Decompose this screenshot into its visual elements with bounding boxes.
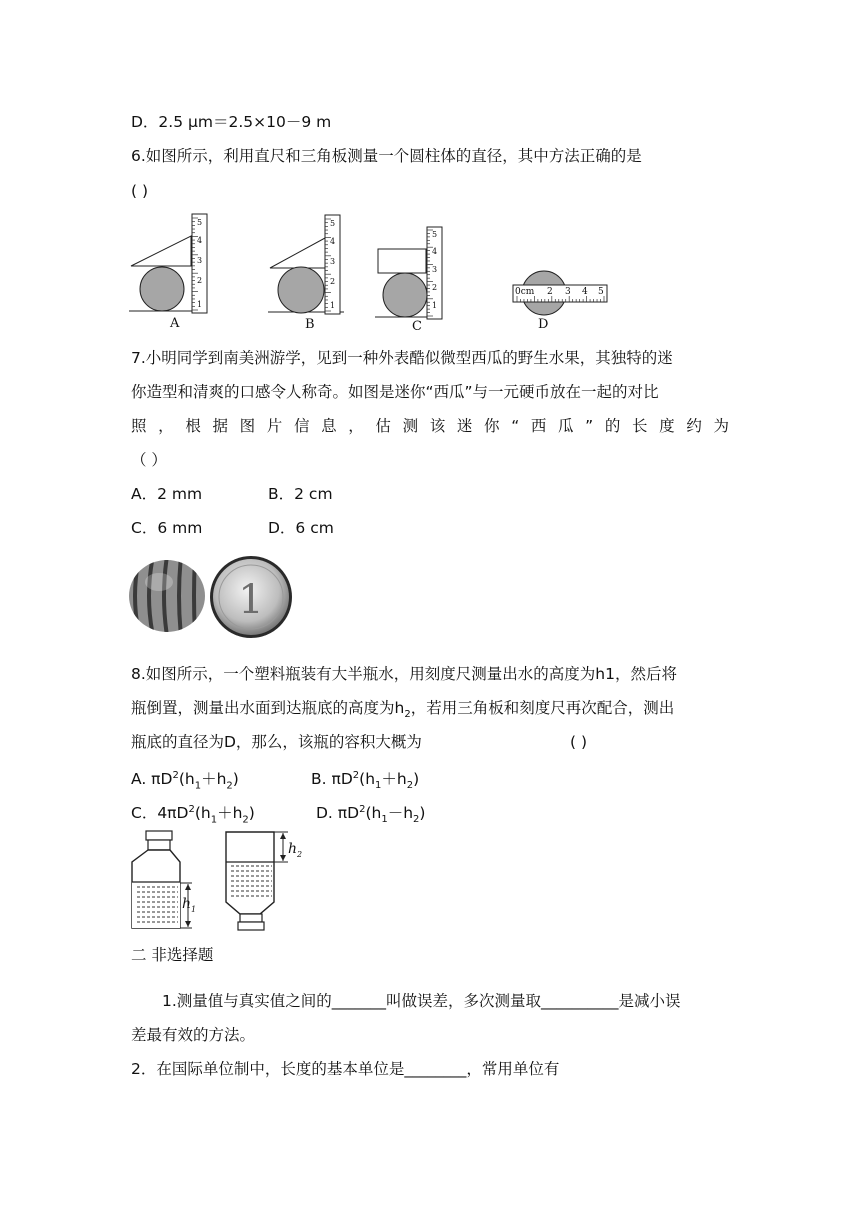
q7-line3-char: 约: [686, 417, 702, 435]
q6-label-b: B: [305, 317, 315, 332]
q7-line3-char: 瓜: [558, 417, 574, 435]
section-heading: 二 非选择题: [131, 946, 214, 964]
q7-line3-char: 测: [402, 417, 419, 435]
q8-fig-h1-label: $h_1$: [182, 896, 197, 914]
q7-line3-char: 图: [239, 417, 256, 435]
q7-line3-char: 度: [659, 417, 675, 435]
q7-options-row2: [131, 517, 334, 539]
q7-option-b: B．2 cm: [268, 485, 333, 503]
q7-stem-line2: 你造型和清爽的口感令人称奇。如图是迷你“西瓜”与一元硬币放在一起的对比: [131, 383, 659, 401]
q7-line3-char: 的: [604, 417, 621, 435]
q6-label-a: A: [170, 316, 180, 331]
q7-stem-line1: 7.小明同学到南美洲游学，见到一种外表酷似微型西瓜的野生水果，其独特的迷: [131, 349, 673, 367]
q7-line3-char: 根: [185, 417, 201, 435]
q7-line3-char: “: [511, 417, 520, 435]
s2-q2-line1: 2．在国际单位制中，长度的基本单位是________，常用单位有: [131, 1060, 560, 1078]
ruler-b-labels: 1 2 3 4 5: [330, 219, 336, 310]
q7-line3-char: 西: [530, 417, 547, 435]
one-yuan-coin: [210, 556, 292, 638]
q7-options-row1: [131, 483, 333, 505]
q8-stem-line2: 瓶倒置，测量出水面到达瓶底的高度为$h_2$，若用三角板和刻度尺再次配合，测出: [131, 699, 675, 721]
q7-line3-char: 你: [484, 417, 500, 435]
q7-option-d: D．6 cm: [268, 519, 334, 537]
q6-answer-paren: ( ): [131, 182, 149, 200]
q7-option-a: A．2 mm: [131, 485, 203, 503]
ruler-a-labels: 1 2 3 4 5: [197, 218, 203, 309]
s2-q1-line1: 1.测量值与真实值之间的_______叫做误差，多次测量取__________是减小误: [162, 992, 681, 1010]
q8-stem-line3: 瓶底的直径为D，那么，该瓶的容积大概为: [131, 733, 422, 751]
q8-option-b: B. $\pi D^2(h_1+h_2)$: [311, 770, 420, 792]
q8-option-c: C．$4\pi D^2(h_1+h_2)$: [131, 804, 255, 826]
q7-line3-char: 照: [131, 417, 147, 435]
q7-line3-char: 为: [713, 417, 729, 435]
q8-options-row2: [131, 799, 425, 831]
q5-option-d: D．2.5 μm＝2.5×10－9 m: [131, 113, 332, 131]
q7-line3-char: 片: [266, 417, 283, 435]
q8-option-a: A. $\pi D^2(h_1+h_2)$: [131, 770, 239, 792]
q7-line3-char: ”: [585, 417, 594, 435]
q7-melon-coin-photo: [129, 556, 299, 640]
q8-options-row1: [131, 765, 419, 797]
q7-line3-char: 该: [429, 417, 446, 435]
q8-fig-h2-label: $h_2$: [288, 841, 303, 859]
mini-watermelon: [129, 556, 205, 636]
q7-line3-char: 迷: [456, 417, 473, 435]
q7-option-c: C．6 mm: [131, 519, 203, 537]
q7-line3-char: 据: [212, 417, 228, 435]
q7-line3-char: ，: [348, 417, 364, 435]
s2-q1-line2: 差最有效的方法。: [131, 1026, 256, 1044]
q7-line3-char: 长: [632, 417, 648, 435]
ruler-d-labels: 0cm 2 3 4 5: [515, 287, 604, 297]
svg-text:1: 1: [238, 577, 264, 623]
q7-stem-line3: [131, 415, 729, 437]
q7-line3-char: 息: [321, 417, 337, 435]
q6-label-c: C: [412, 319, 422, 334]
inverted-bottle: [226, 832, 288, 930]
q7-line3-char: 信: [293, 417, 310, 435]
q7-answer-paren: （ ）: [131, 451, 167, 469]
q7-line3-char: 估: [375, 417, 391, 435]
q6-label-d: D: [538, 317, 549, 332]
q8-answer-paren: ( ): [570, 733, 588, 751]
q8-stem-line1: 8.如图所示，一个塑料瓶装有大半瓶水，用刻度尺测量出水的高度为h1，然后将: [131, 665, 677, 683]
q8-option-d: D. $\pi D^2(h_1-h_2)$: [316, 804, 426, 826]
ruler-c-labels: 1 2 3 4 5: [432, 230, 438, 310]
q6-stem: 6.如图所示，利用直尺和三角板测量一个圆柱体的直径，其中方法正确的是: [131, 147, 642, 165]
q7-line3-char: ，: [158, 417, 174, 435]
